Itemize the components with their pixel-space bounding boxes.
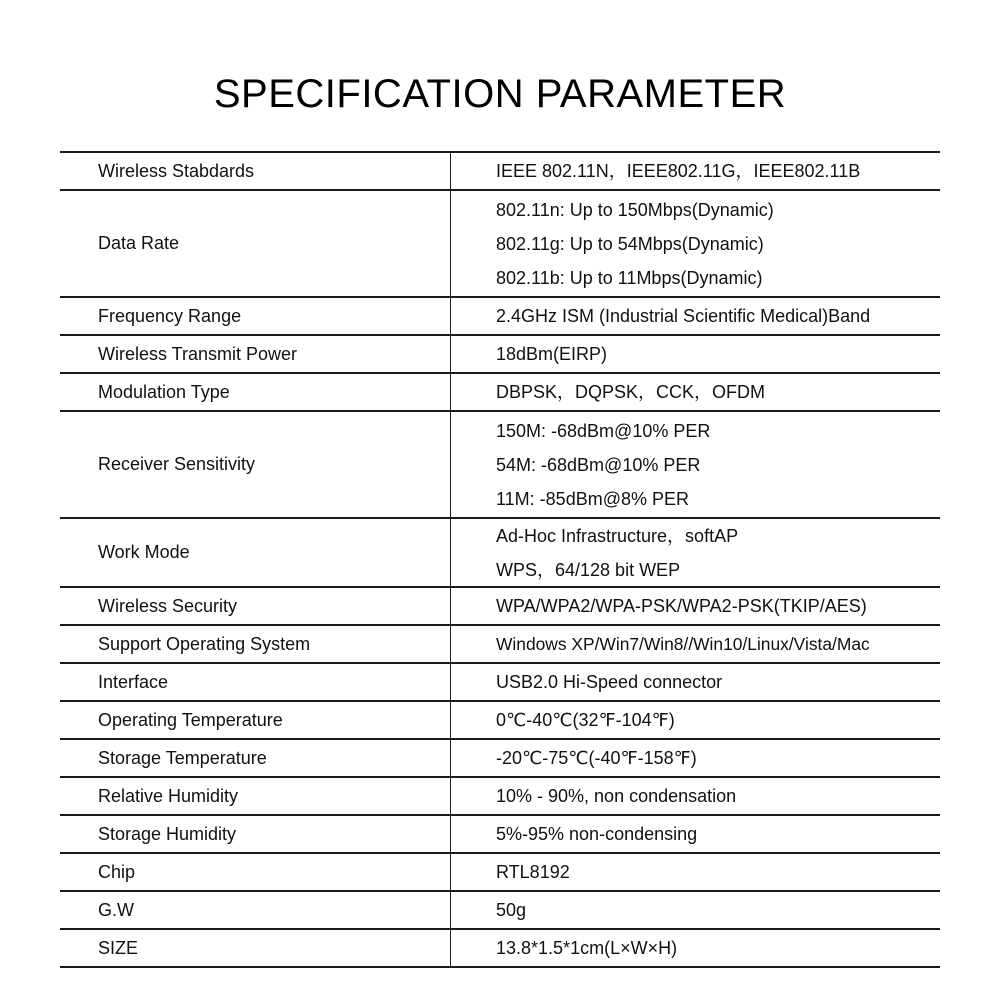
spec-row-work-mode bbox=[60, 519, 940, 588]
spec-value: IEEE 802.11N，IEEE802.11G，IEEE802.11B bbox=[496, 161, 861, 181]
spec-values bbox=[451, 664, 940, 700]
page-title: SPECIFICATION PARAMETER bbox=[213, 72, 787, 116]
spec-row-wireless-security bbox=[60, 588, 940, 626]
spec-value: 18dBm(EIRP) bbox=[496, 344, 608, 364]
spec-row-relative-humidity bbox=[60, 778, 940, 816]
spec-value: 802.11g: Up to 54Mbps(Dynamic) bbox=[496, 233, 764, 254]
spec-value: 5%-95% non-condensing bbox=[496, 824, 698, 844]
spec-label: Operating Temperature bbox=[60, 702, 451, 738]
spec-label: Storage Humidity bbox=[60, 816, 451, 852]
spec-value: 10% - 90%, non condensation bbox=[496, 786, 737, 806]
spec-label: Wireless Security bbox=[60, 588, 451, 624]
spec-values bbox=[451, 626, 940, 662]
spec-value: 802.11n: Up to 150Mbps(Dynamic) bbox=[496, 199, 774, 220]
spec-values bbox=[451, 519, 940, 586]
spec-value: 13.8*1.5*1cm(L×W×H) bbox=[496, 938, 678, 958]
spec-values bbox=[451, 702, 940, 738]
spec-value: 802.11b: Up to 11Mbps(Dynamic) bbox=[496, 267, 763, 288]
spec-row-wireless-standards bbox=[60, 153, 940, 191]
spec-value: Windows XP/Win7/Win8//Win10/Linux/Vista/Mac bbox=[496, 634, 870, 654]
spec-value: RTL8192 bbox=[496, 862, 570, 882]
spec-value: WPS，64/128 bit WEP bbox=[496, 559, 681, 580]
spec-row-operating-temperature bbox=[60, 702, 940, 740]
spec-value: DBPSK，DQPSK，CCK，OFDM bbox=[496, 382, 766, 402]
spec-value: 50g bbox=[496, 900, 527, 920]
spec-label: Modulation Type bbox=[60, 374, 451, 410]
spec-values bbox=[451, 374, 940, 410]
spec-label: Frequency Range bbox=[60, 298, 451, 334]
spec-label: Wireless Stabdards bbox=[60, 153, 451, 189]
spec-values bbox=[451, 191, 940, 296]
spec-value: Ad-Hoc Infrastructure，softAP bbox=[496, 525, 739, 546]
spec-label: Data Rate bbox=[60, 191, 451, 296]
spec-label: SIZE bbox=[60, 930, 451, 966]
spec-value: WPA/WPA2/WPA-PSK/WPA2-PSK(TKIP/AES) bbox=[496, 596, 867, 616]
spec-label: Relative Humidity bbox=[60, 778, 451, 814]
spec-label: Interface bbox=[60, 664, 451, 700]
spec-values bbox=[451, 298, 940, 334]
spec-value: 11M: -85dBm@8% PER bbox=[496, 488, 690, 509]
spec-row-storage-humidity bbox=[60, 816, 940, 854]
spec-row-size bbox=[60, 930, 940, 968]
spec-label: Storage Temperature bbox=[60, 740, 451, 776]
spec-label: Chip bbox=[60, 854, 451, 890]
spec-values bbox=[451, 336, 940, 372]
spec-value: 2.4GHz ISM (Industrial Scientific Medical)Band bbox=[496, 306, 871, 326]
spec-row-gross-weight bbox=[60, 892, 940, 930]
spec-row-modulation-type bbox=[60, 374, 940, 412]
spec-table bbox=[60, 151, 940, 968]
spec-values bbox=[451, 153, 940, 189]
spec-label: Receiver Sensitivity bbox=[60, 412, 451, 517]
spec-row-chip bbox=[60, 854, 940, 892]
spec-label: Support Operating System bbox=[60, 626, 451, 662]
spec-label: G.W bbox=[60, 892, 451, 928]
spec-values bbox=[451, 816, 940, 852]
spec-value: 150M: -68dBm@10% PER bbox=[496, 420, 711, 441]
spec-row-receiver-sensitivity bbox=[60, 412, 940, 519]
spec-values bbox=[451, 854, 940, 890]
spec-values bbox=[451, 412, 940, 517]
spec-values bbox=[451, 892, 940, 928]
spec-values bbox=[451, 930, 940, 966]
spec-row-operating-system bbox=[60, 626, 940, 664]
spec-row-frequency-range bbox=[60, 298, 940, 336]
spec-values bbox=[451, 588, 940, 624]
spec-row-data-rate bbox=[60, 191, 940, 298]
spec-value: 54M: -68dBm@10% PER bbox=[496, 454, 701, 475]
spec-value: -20℃-75℃(-40℉-158℉) bbox=[496, 748, 697, 768]
spec-row-transmit-power bbox=[60, 336, 940, 374]
spec-label: Work Mode bbox=[60, 519, 451, 586]
spec-row-interface bbox=[60, 664, 940, 702]
spec-values bbox=[451, 778, 940, 814]
spec-value: 0℃-40℃(32℉-104℉) bbox=[496, 710, 675, 730]
spec-row-storage-temperature bbox=[60, 740, 940, 778]
spec-label: Wireless Transmit Power bbox=[60, 336, 451, 372]
spec-value: USB2.0 Hi-Speed connector bbox=[496, 672, 723, 692]
spec-values bbox=[451, 740, 940, 776]
